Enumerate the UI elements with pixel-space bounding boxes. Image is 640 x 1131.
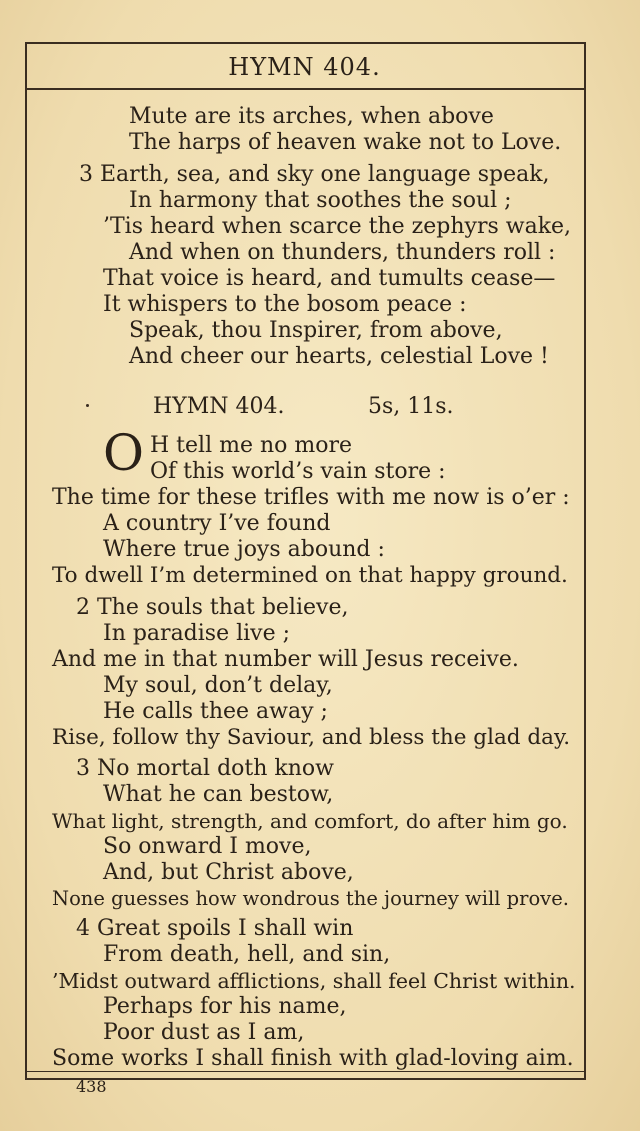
- verse-line: So onward I move,: [103, 834, 312, 859]
- verse-line: 2 The souls that believe,: [76, 595, 349, 620]
- verse-line: Speak, thou Inspirer, from above,: [129, 318, 503, 343]
- verse-line: 3 Earth, sea, and sky one language speak,: [79, 162, 550, 187]
- verse-line: That voice is heard, and tumults cease—: [103, 266, 556, 291]
- verse-line: Mute are its arches, when above: [129, 104, 494, 129]
- hymn-meter: 5s, 11s.: [368, 394, 454, 419]
- decorative-dot: [86, 404, 89, 407]
- verse-line: And cheer our hearts, celestial Love !: [129, 344, 549, 369]
- verse-line: And me in that number will Jesus receive.: [52, 647, 519, 672]
- verse-line: Poor dust as I am,: [103, 1020, 305, 1045]
- verse-line: And when on thunders, thunders roll :: [129, 240, 556, 265]
- verse-line: 4 Great spoils I shall win: [76, 916, 354, 941]
- verse-line: 3 No mortal doth know: [76, 756, 334, 781]
- verse-line: From death, hell, and sin,: [103, 942, 391, 967]
- verse-line: It whispers to the bosom peace :: [103, 292, 467, 317]
- verse-line: What he can bestow,: [103, 782, 334, 807]
- verse-line: None guesses how wondrous the journey will prove.: [52, 887, 569, 910]
- verse-line: ’Midst outward afflictions, shall feel Christ within.: [52, 969, 576, 993]
- verse-line: In paradise live ;: [103, 621, 291, 646]
- verse-line: Of this world’s vain store :: [150, 459, 446, 484]
- running-header: HYMN 404.: [228, 53, 381, 81]
- verse-line: And, but Christ above,: [103, 860, 354, 885]
- verse-line: The harps of heaven wake not to Love.: [129, 130, 562, 155]
- hymn-title: HYMN 404.: [153, 394, 285, 419]
- verse-line: A country I’ve found: [103, 511, 331, 536]
- verse-line: Some works I shall finish with glad-loving aim.: [52, 1046, 574, 1071]
- verse-line: Where true joys abound :: [103, 537, 385, 562]
- verse-line: What light, strength, and comfort, do after him go.: [52, 809, 568, 833]
- verse-line: My soul, don’t delay,: [103, 673, 333, 698]
- drop-cap: O: [103, 424, 144, 482]
- footer-rule: [25, 1071, 584, 1072]
- verse-line: He calls thee away ;: [103, 699, 328, 724]
- verse-line: ’Tis heard when scarce the zephyrs wake,: [103, 214, 572, 239]
- verse-line: To dwell I’m determined on that happy ground.: [52, 563, 568, 588]
- verse-line: Perhaps for his name,: [103, 994, 347, 1019]
- page-number: 438: [76, 1077, 107, 1096]
- verse-line: In harmony that soothes the soul ;: [129, 188, 512, 213]
- header-rule: [25, 88, 584, 90]
- verse-line: The time for these trifles with me now is o’er :: [52, 485, 570, 510]
- verse-line: H tell me no more: [150, 433, 353, 458]
- verse-line: Rise, follow thy Saviour, and bless the glad day.: [52, 725, 571, 750]
